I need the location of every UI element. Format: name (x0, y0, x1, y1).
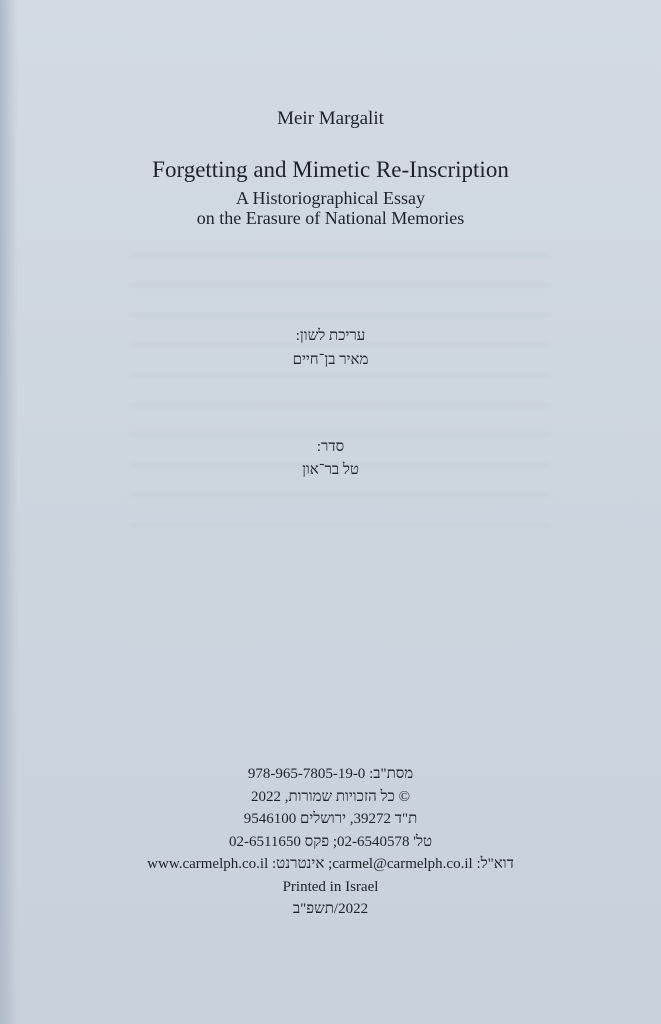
publication-year-line: 2022/תשפ"ב (292, 901, 369, 917)
phone-fax-line: טל' 02-6540578; פקס 02-6511650 (228, 833, 433, 850)
printed-in-line: Printed in Israel (282, 878, 379, 895)
show-through-text (130, 240, 550, 540)
book-subtitle-line-2: on the Erasure of National Memories (196, 208, 465, 228)
email-web-line: דוא"ל: carmel@carmelph.co.il; אינטרנט: www.carmelph.co.il (147, 856, 514, 872)
author-name: Meir Margalit (277, 108, 384, 129)
typesetter-name: טל בר־און (302, 462, 359, 478)
isbn-line: מסת"ב: 978-965-7805-19-0 (247, 766, 414, 782)
po-box-line: ת"ד 39272, ירושלים 9546100 (243, 811, 418, 827)
book-subtitle-line-1: A Historiographical Essay (236, 188, 425, 208)
copyright-line: © כל הזכויות שמורות, 2022 (250, 788, 411, 805)
imprint-block (0, 763, 661, 921)
language-editor-name: מאיר בן־חיים (292, 352, 369, 368)
book-title: Forgetting and Mimetic Re-Inscription (152, 157, 509, 182)
typesetting-label: סדר: (316, 439, 345, 455)
language-editing-label: עריכת לשון: (295, 328, 366, 344)
